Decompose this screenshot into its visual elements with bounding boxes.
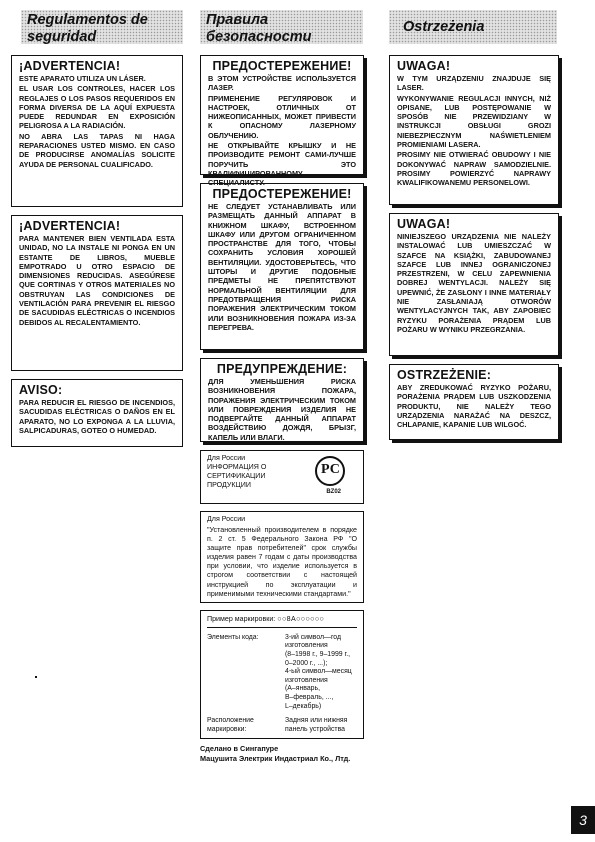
manufacturer-info [200,744,364,764]
stray-mark [35,676,37,678]
warning-title: ПРЕДОСТЕРЕЖЕНИЕ! [212,187,352,201]
warning-box-ru-moisture [200,358,364,442]
header-pl [389,10,557,44]
warning-title: ПРЕДОСТЕРЕЖЕНИЕ! [212,59,352,73]
warning-paragraph: В ЭТОМ УСТРОЙСТВЕ ИСПОЛЬЗУЕТСЯ ЛАЗЕР. [208,74,356,93]
warning-paragraph: PARA MANTENER BIEN VENTILADA ESTA UNIDAD, NO LA INSTALE NI PONGA EN UN ESTANTE DE LIBROS, MUEBLE EMPOTRADO U OTRO ESPACIO DE DIMENSIONES REDUCIDAS. ASEGÚRESE QUE CORTINAS Y OTROS MATERIALES NO OBSTRUYAN LAS CONDICIONES DE VENTILACIÓN PARA PREVENIR EL RIESGO DE SACUDIDAS ELÉCTRICAS O INCENDIOS DEBIDOS AL RECALENTAMIENTO. [19,234,175,327]
warning-title: UWAGA! [397,59,451,73]
warning-paragraph: NO ABRA LAS TAPAS NI HAGA REPARACIONES USTED MISMO. EN CASO DE PRODUCIRSE ANOMALÍAS SOLICITE AYUDA DE PERSONAL CUALIFICADO. [19,131,175,169]
warning-box-ru-laser [200,55,364,188]
warning-paragraph: НЕ ОТКРЫВАЙТЕ КРЫШКУ И НЕ ПРОИЗВОДИТЕ РЕМОНТ САМИ-ЛУЧШЕ ПОРУЧИТЬ ЭТО КВАЛИФИЦИРОВАННОМУ СПЕЦИАЛИСТУ. [208,141,356,188]
marking-table [207,634,357,735]
marking-value [277,634,357,711]
warning-box-es-ventilation [11,215,183,371]
column-ru [200,55,364,764]
marking-key: Расположение маркировки: [207,717,254,733]
marking-value-line: 3-ий символ—год изготовления [285,633,342,650]
warning-paragraph: WYKONYWANIE REGULACJI INNYCH, NIŻ OPISANE, LUB POSTĘPOWANIE W SPOSÓB NIE PRZEWIDZIANY W INSTRUKCJI OBSŁUGI GROZI NIEBEZPIECZNYM NAŚWIETLENIEM PROMIENIAMI LASERA. [397,93,551,150]
cert-code: BZ02 [326,489,341,495]
warning-title: OSTRZEŻENIE: [397,368,492,382]
marking-box [200,610,364,740]
made-in: Сделано в Сингапуре [200,744,279,754]
header-es [21,10,183,44]
header-ru [200,10,363,44]
warning-paragraph: НЕ СЛЕДУЕТ УСТАНАВЛИВАТЬ ИЛИ РАЗМЕЩАТЬ ДАННЫЙ АППАРАТ В КНИЖНОМ ШКАФУ, ВСТРОЕННОМ ШКАФУ ИЛИ ДРУГОМ ОГРАНИЧЕННОМ ПРОСТРАНСТВЕ ДЛЯ ТОГО, ЧТОБЫ СОХРАНИТЬ УСЛОВИЯ ХОРОШЕЙ ВЕНТИЛЯЦИИ. УДОСТОВЕРЬТЕСЬ, ЧТО ШТОРЫ И ДРУГИЕ ПОДОБНЫЕ ПРЕДМЕТЫ НЕ ПРЕПЯТСТВУЮТ НОРМАЛЬНОЙ ВЕНТИЛЯЦИИ ДЛЯ ПРЕДОТВРАЩЕНИЯ РИСКА ПОРАЖЕНИЯ ЭЛЕКТРИЧЕСКИМ ТОКОМ ИЛИ ВОЗНИКНОВЕНИЯ ПОЖАРА ИЗ-ЗА ПЕРЕГРЕВА. [208,202,356,332]
header-ru-line-2: безопасности [206,29,312,45]
cert-line: ИНФОРМАЦИЯ О [207,463,267,471]
cert-line: СЕРТИФИКАЦИИ [207,472,266,480]
service-life-box [200,511,364,603]
marking-key: Элементы кода: [207,633,259,641]
column-pl [389,55,559,448]
warning-title: AVISO: [19,383,63,397]
certification-box [200,450,364,504]
warning-paragraph: NINIEJSZEGO URZĄDZENIA NIE NALEŻY INSTALOWAĆ LUB UMIESZCZAĆ W SZAFCE NA KSIĄŻKI, ZABUDOWANEJ SZAFCE LUB INNEJ OGRANICZONEJ PRZESTRZENI, W CELU ZAPEWNIENIA DOBREJ WENTYLACJI. NALEŻY SIĘ UPEWNIĆ, ŻE ZASŁONY I INNE MATERIAŁY NIE ZASŁANIAJĄ OTWORÓW WENTYLACYJNYCH TAK, ABY ZAPOBIEC RYZYKU PORAŻENIA PRĄDEM LUB POŻARU W WYNIKU PRZEGRZANIA. [397,232,551,334]
header-ru-line-1: Правила [206,12,269,28]
marking-value-line: (A–январь, [285,685,321,693]
warning-box-pl-ventilation [389,213,559,356]
warning-paragraph: ДЛЯ УМЕНЬШЕНИЯ РИСКА ВОЗНИКНОВЕНИЯ ПОЖАРА, ПОРАЖЕНИЯ ЭЛЕКТРИЧЕСКИМ ТОКОМ ИЛИ ПОВРЕЖДЕНИЯ ИЗДЕЛИЯ НЕ ПОДВЕРГАЙТЕ ДАННЫЙ АППАРАТ ВОЗДЕЙСТВИЮ ДОЖДЯ, БРЫЗГ, КАПЕЛЬ ИЛИ ВЛАГИ. [208,377,356,442]
service-life-title: Для России [207,515,246,523]
warning-box-es-moisture [11,379,183,447]
header-es-line-1: Regulamentos de [27,12,148,28]
marking-example-code: ○○8A○○○○○○ [277,614,325,623]
warning-paragraph: ABY ZREDUKOWAĆ RYZYKO POŻARU, PORAŻENIA PRĄDEM LUB USZKODZENIA PRODUKTU, NIE NALEŻY TEGO URZĄDZENIA NARAŻAĆ NA DESZCZ, CHLAPANIE, KAPANIE LUB WILGOĆ. [397,383,551,430]
warning-box-pl-moisture [389,364,559,440]
marking-value-line: L–декабрь) [285,702,322,710]
warning-title: ПРЕДУПРЕЖДЕНИЕ: [216,362,348,376]
warning-paragraph: ПРИМЕНЕНИЕ РЕГУЛЯРОВОК И НАСТРОЕК, ОТЛИЧНЫХ ОТ НИЖЕОПИСАННЫХ, МОЖЕТ ПРИВЕСТИ К ОПАСНОМУ ЛАЗЕРНОМУ ОБЛУЧЕНИЮ. [208,93,356,140]
manufacturer-name: Мацушита Электрик Индастриал Ко., Лтд. [200,754,351,764]
page-number: 3 [571,806,595,834]
cert-line: Для России [207,454,246,462]
marking-value-line: Задняя или нижняя [285,717,348,725]
warning-title: ¡ADVERTENCIA! [19,219,121,233]
warning-paragraph: PROSIMY NIE OTWIERAĆ OBUDOWY I NIE DOKONYWAĆ NAPRAW SAMODZIELNIE. PROSIMY POWIERZYĆ NAPRAWY KWALIFIKOWANEMU PERSONELOWI. [397,150,551,188]
warning-paragraph: W TYM URZĄDZENIU ZNAJDUJE SIĘ LASER. [397,74,551,93]
marking-example [207,614,357,628]
header-es-line-2: seguridad [27,29,97,45]
marking-example-label: Пример маркировки: [207,614,276,623]
service-life-text: "Установленный производителем в порядке п. 2 ст. 5 Федерального Закона РФ "О защите прав потребителей" срок службы изделия равен 7 годам с даты производства при условии, что изделие используется в строгом соответствии с настоящей инструкцией по эксплуатации и применимыми техническими стандартами." [207,526,357,598]
warning-title: ¡ADVERTENCIA! [19,59,121,73]
marking-value-line: 4-ый символ—месяц изготовления [285,668,352,684]
marking-value-line: панель устройства [285,725,345,733]
warning-paragraph: PARA REDUCIR EL RIESGO DE INCENDIOS, SACUDIDAS ELÉCTRICAS O DAÑOS EN EL APARATO, NO LO EXPONGA A LA LLUVIA, SALPICADURAS, GOTEO O HUMEDAD. [19,398,175,435]
cert-line: ПРОДУКЦИИ [207,481,252,489]
warning-paragraph: EL USAR LOS CONTROLES, HACER LOS REGLAJES O LOS PASOS REQUERIDOS EN FORMA DIVERSA DE LA AQUÍ EXPUESTA PUEDE REDUNDAR EN EXPOSICIÓN PELIGROSA A LA RADIACIÓN. [19,84,175,131]
warning-box-pl-laser [389,55,559,205]
marking-value-line: 0–2000 г., ...); [285,659,328,667]
marking-value [277,717,357,734]
warning-box-ru-ventilation [200,183,364,350]
rostest-logo-icon: РС [315,456,345,486]
marking-value-line: (8–1998 г., 9–1999 г., [285,650,351,658]
marking-value-line: B–февраль, ..., [285,693,334,701]
warning-box-es-laser [11,55,183,207]
warning-title: UWAGA! [397,217,451,231]
warning-paragraph: ESTE APARATO UTILIZA UN LÁSER. [19,74,146,83]
header-pl-line-1: Ostrzeżenia [403,19,485,35]
column-es [11,55,183,455]
